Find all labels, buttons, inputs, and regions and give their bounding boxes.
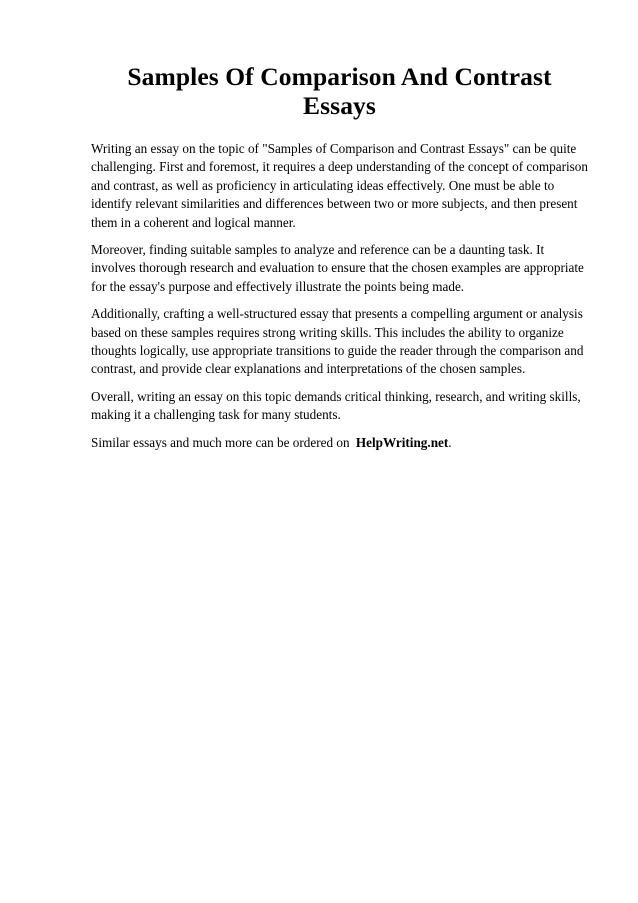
paragraph-2: Moreover, finding suitable samples to analyze and reference can be a daunting task. It involves thorough research and evaluation to ensure that the chosen examples are appropriate for the essay's purpose and effectively illustrate the points being made. bbox=[91, 242, 584, 294]
page-title: Samples Of Comparison And Contrast Essays bbox=[127, 62, 552, 120]
cta-text: Similar essays and much more can be ordered on bbox=[91, 434, 350, 450]
paragraph-1: Writing an essay on the topic of "Samples of Comparison and Contrast Essays" can be quite challenging. First and foremost, it requires a deep understanding of the concept of comparison and contrast, as well as proficiency in articulating ideas effectively. One must be able to identify relevant similarities and differences between two or more subjects, and then present them in a coherent and logical manner. bbox=[91, 141, 588, 230]
cta-suffix: . bbox=[448, 434, 452, 450]
paragraph-3: Additionally, crafting a well-structured essay that presents a compelling argument or analysis based on these samples requires strong writing skills. This includes the ability to organize thoughts logically, use appropriate transitions to guide the reader through the comparison and contrast, and provide clear explanations and interpretations of the chosen samples. bbox=[91, 306, 584, 377]
paragraph-4: Overall, writing an essay on this topic demands critical thinking, research, and writing skills, making it a challenging task for many students. bbox=[91, 388, 581, 423]
cta-line bbox=[91, 434, 588, 452]
helpwriting-link[interactable]: HelpWriting.net bbox=[355, 434, 449, 450]
